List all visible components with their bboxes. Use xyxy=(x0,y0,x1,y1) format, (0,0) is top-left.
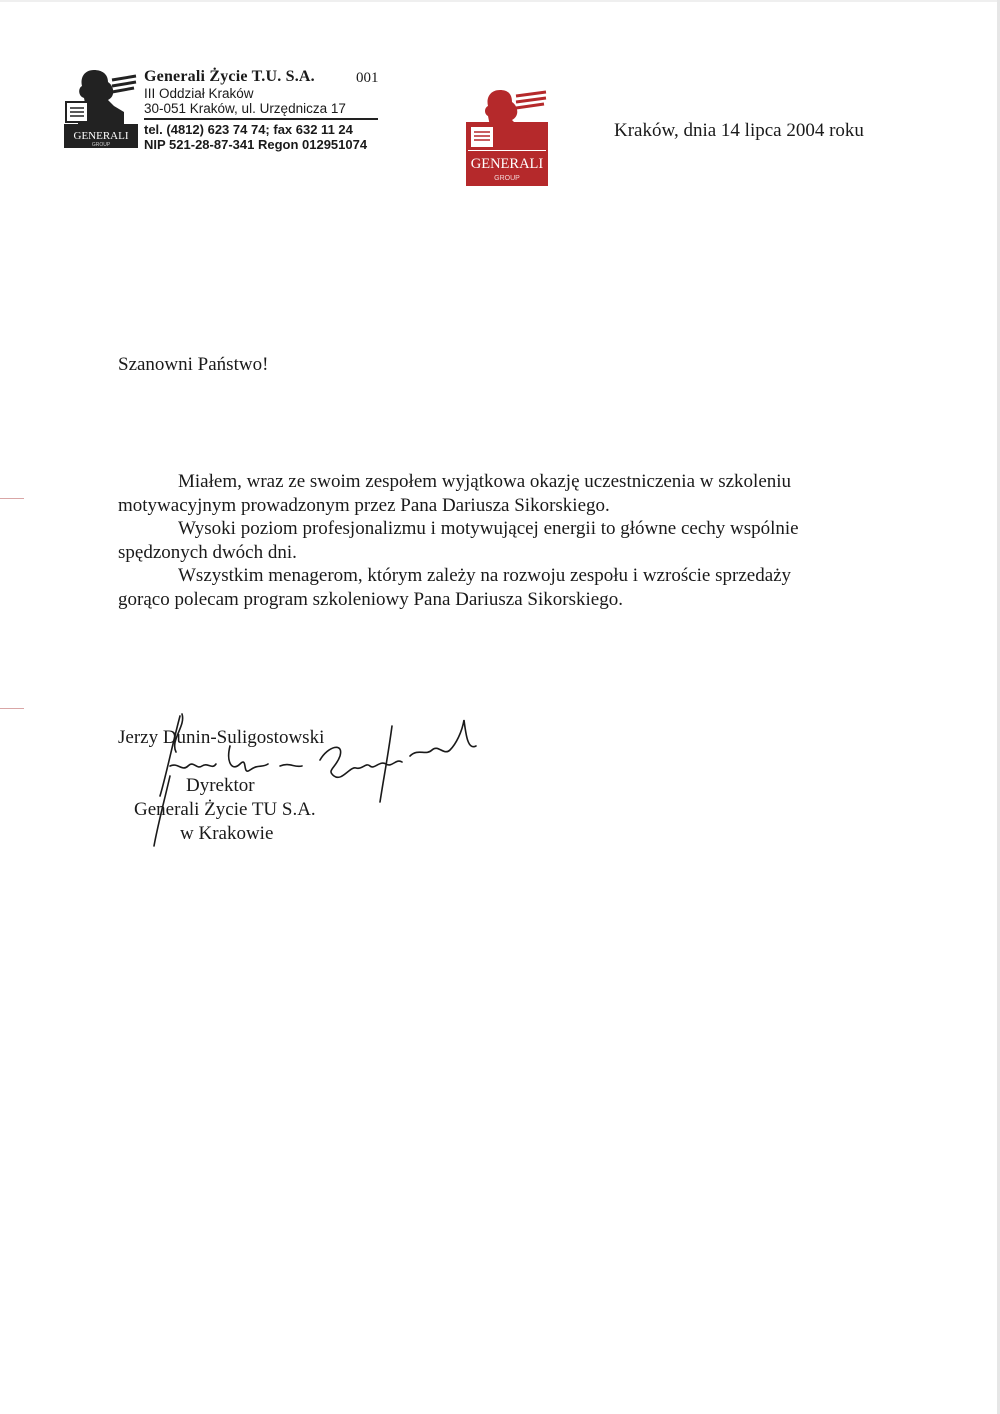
paragraph-3-line-1: Wszystkim menagerom, którym zależy na rozwoju zespołu i wzroście sprzedaży xyxy=(178,565,792,586)
punch-mark xyxy=(0,708,24,709)
paragraph-2-line-1: Wysoki poziom profesjonalizmu i motywującej energii to główne cechy wspólnie xyxy=(178,518,799,539)
scan-edge-top xyxy=(0,0,1000,2)
lion-logo-icon xyxy=(64,66,138,154)
paragraph-3-line-2: gorąco polecam program szkoleniowy Pana Dariusza Sikorskiego. xyxy=(118,588,623,610)
svg-text:GROUP: GROUP xyxy=(91,142,111,148)
stamp-company: Generali Życie T.U. S.A. xyxy=(144,68,315,85)
letter-date: Kraków, dnia 14 lipca 2004 roku xyxy=(614,120,864,141)
paragraph-1-line-2: motywacyjnym prowadzonym przez Pana Dariusza Sikorskiego. xyxy=(118,494,610,516)
handwritten-signature xyxy=(130,706,490,856)
letter-body xyxy=(118,470,848,611)
stamp-divider xyxy=(144,118,378,120)
paragraph-2-line-2: spędzonych dwóch dni. xyxy=(118,541,297,563)
company-stamp xyxy=(64,66,394,158)
svg-text:GENERALI: GENERALI xyxy=(73,130,129,142)
paragraph-1-line-1: Miałem, wraz ze swoim zespołem wyjątkowa okazję uczestniczenia w szkoleniu xyxy=(178,471,792,492)
stamp-address: 30-051 Kraków, ul. Urzędnicza 17 xyxy=(144,101,346,116)
generali-logo-icon xyxy=(466,86,548,186)
signatory-city: w Krakowie xyxy=(180,823,274,844)
stamp-phone: tel. (4812) 623 74 74; fax 632 11 24 xyxy=(144,122,353,137)
svg-text:GENERALI: GENERALI xyxy=(470,156,544,172)
signatory-name: Jerzy Dunin-Suligostowski xyxy=(118,727,325,748)
signatory-company: Generali Życie TU S.A. xyxy=(134,799,316,820)
signatory-title: Dyrektor xyxy=(186,775,255,796)
salutation: Szanowni Państwo! xyxy=(118,354,269,375)
svg-text:GROUP: GROUP xyxy=(494,175,520,182)
stamp-code: 001 xyxy=(356,70,379,86)
stamp-header xyxy=(144,68,346,116)
stamp-contact xyxy=(144,122,367,152)
stamp-ids: NIP 521-28-87-341 Regon 012951074 xyxy=(144,137,368,152)
stamp-branch: III Oddział Kraków xyxy=(144,86,254,101)
punch-mark xyxy=(0,498,24,499)
